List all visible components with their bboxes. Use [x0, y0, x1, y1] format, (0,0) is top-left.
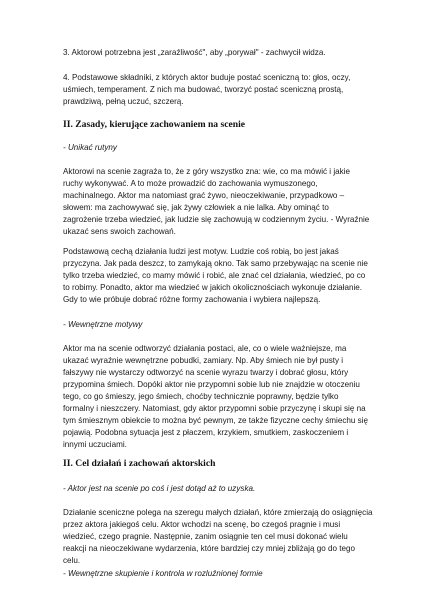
- text-line: prawdziwą, pełną uczuć, szczerą.: [63, 97, 184, 106]
- text-line: przyczyna. Jak pada deszcz, to zamykają okno. Tak samo przebywając na scenie nie: [63, 259, 368, 268]
- text-line: zagrożenie trzeba wiedzieć, jak ludzie się zachowują w codziennym życiu. - Wyraźnie: [63, 215, 370, 224]
- text-line: Aktorowi na scenie zagraża to, że z góry wszystko zna: wie, co ma mówić i jakie: [63, 167, 350, 176]
- text-line: 4. Podstawowe składniki, z których aktor buduje postać sceniczną to: głos, oczy,: [63, 73, 351, 82]
- text-line: tylko trzeba wiedzieć, co mamy mówić i robić, ale znać cel działania, wiedzieć, po co: [63, 271, 366, 280]
- text-line: reakcji na nieoczekiwane wydarzenia, które bardziej czy mniej zbliżają go do tego: [63, 544, 355, 553]
- text-line: przypomina śmiech. Dopóki aktor nie przypomni sobie lub nie znajdzie w otoczeniu: [63, 380, 360, 389]
- text-line: formalny i nieszczery. Natomiast, gdy aktor przypomni sobie przyczynę i skupi się na: [63, 404, 366, 413]
- text-line: Gdy to wie próbuje dobrać różne formy zachowania i wybiera najlepszą.: [63, 295, 321, 304]
- paragraph-motyw: [63, 246, 368, 306]
- text-line: tego, co go śmieszy, jego śmiech, choćby technicznie poprawny, będzie tylko: [63, 392, 339, 401]
- text-line: ukazać sens swoich zachowań.: [63, 227, 176, 236]
- text-line: celu.: [63, 556, 81, 565]
- subsection-title: [63, 568, 368, 580]
- paragraph-cel-dzialan: [63, 507, 373, 567]
- paragraph-wewnetrzne-motywy: [63, 343, 368, 451]
- text-line: ukazać wyraźnie wewnętrzne pobudki, zamiary. Np. Aby śmiech nie był pusty i: [63, 356, 344, 365]
- text-line: 3. Aktorowi potrzebna jest „zaraźliwość", aby „porywał" - zachwycił widza.: [63, 48, 326, 57]
- subsection-title: [63, 319, 368, 331]
- subsection-title: [63, 142, 368, 154]
- text-line: innymi uczuciami.: [63, 440, 127, 449]
- text-line: Działanie sceniczne polega na szeregu małych działań, które zmierzają do osiągnięcia: [63, 508, 373, 517]
- text-line: - Unikać rutyny: [63, 143, 117, 152]
- text-line: Podstawową cechą działania ludzi jest motyw. Ludzie coś robią, bo jest jakaś: [63, 247, 339, 256]
- text-line: - Wewnętrzne skupienie i kontrola w rozluźnionej formie: [63, 569, 263, 578]
- text-line: uśmiech, temperament. Z nich ma budować, tworzyć postać sceniczną prostą,: [63, 85, 344, 94]
- text-line: - Aktor jest na scenie po coś i jest dotąd aż to uzyska.: [63, 484, 256, 493]
- text-line: fałszywy nie wystarczy odtworzyć na scenie wyrazu twarzy i dobrać głosu, który: [63, 368, 349, 377]
- text-line: to robimy. Ponadto, aktor ma wiedzieć w jakich okolicznościach wykonuje działanie.: [63, 283, 363, 292]
- text-line: przez aktora jakiegoś celu. Aktor wchodzi na scenę, bo czegoś pragnie i musi: [63, 520, 341, 529]
- text-line: machinalnego. Aktor ma natomiast grać żywo, nieoczekiwanie, przypadkowo –: [63, 191, 345, 200]
- section-heading: II. Zasady, kierujące zachowaniem na scenie: [63, 119, 246, 130]
- subsection-title: [63, 483, 368, 495]
- text-line: - Wewnętrzne motywy: [63, 320, 143, 329]
- paragraph-rutyna: [63, 166, 368, 238]
- text-line: słowem: ma zachowywać się, jak żywy człowiek a nie lalka. Aby ominąć to: [63, 203, 329, 212]
- text-line: wiedzieć, czego pragnie. Następnie, zanim osiągnie ten cel musi dokonać wielu: [63, 532, 348, 541]
- text-line: Aktor ma na scenie odtworzyć działania postaci, ale, co o wiele ważniejsze, ma: [63, 344, 347, 353]
- text-line: ruchy wykonywać. A to może prowadzić do zachowania wymuszonego,: [63, 179, 318, 188]
- section-heading: II. Cel działań i zachowań aktorskich: [63, 458, 216, 469]
- paragraph-point-4: [63, 72, 368, 108]
- text-line: pojawią. Podobna sytuacja jest z płaczem, krzykiem, smutkiem, zaskoczeniem i: [63, 428, 349, 437]
- text-line: tym śmiesznym obiekcie to można być pewnym, ze także fizyczne cechy śmiechu się: [63, 416, 368, 425]
- paragraph-point-3: [63, 47, 368, 59]
